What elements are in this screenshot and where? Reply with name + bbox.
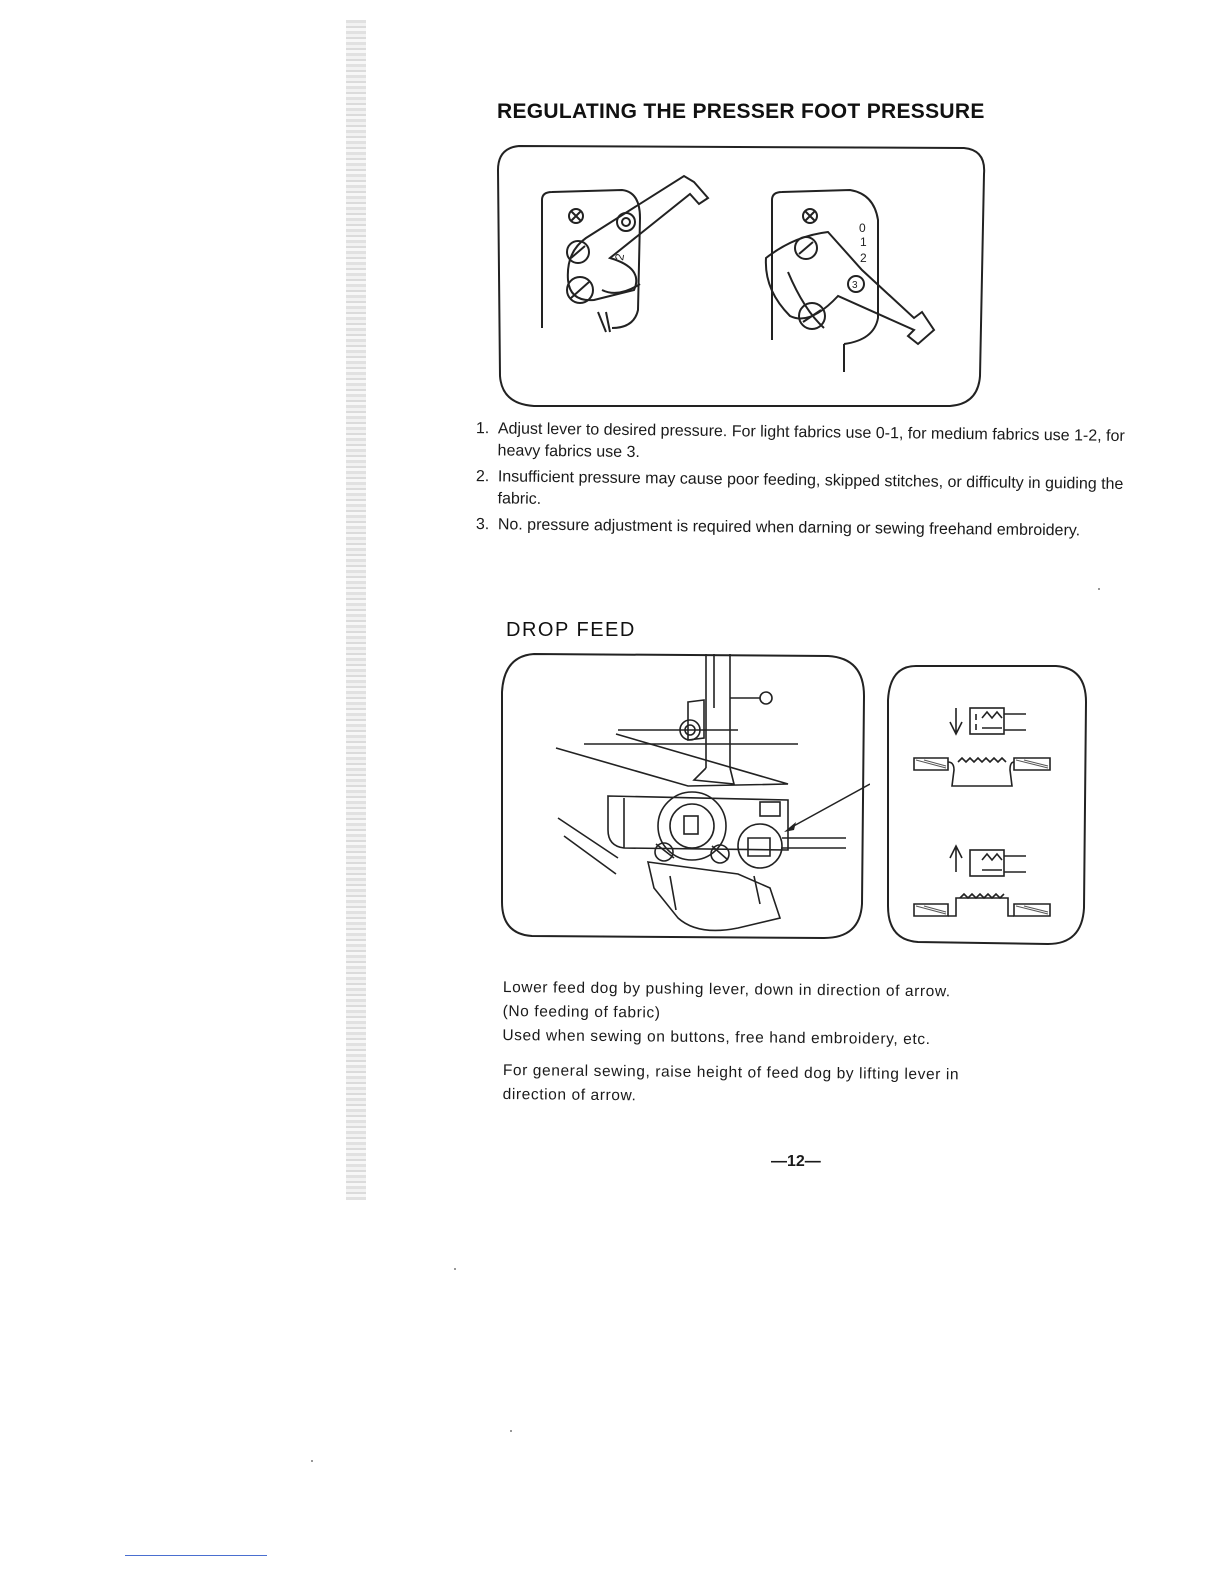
pressure-instructions	[470, 418, 1130, 540]
instruction-item: 3. No. pressure adjustment is required when darning or sewing freehand embroidery.	[475, 516, 1081, 540]
right-scale-0: 0	[859, 221, 866, 235]
scan-speck	[510, 1430, 512, 1432]
right-lever-assembly	[766, 190, 934, 372]
feed-dog-detail	[884, 662, 1090, 948]
presser-foot-heading: REGULATING THE PRESSER FOOT PRESSURE	[497, 100, 985, 123]
scan-underline-mark	[125, 1555, 267, 1556]
left-lever-mark: 2	[612, 252, 628, 262]
drop-feed-pointer-arrow	[784, 822, 796, 832]
instruction-item: 1. Adjust lever to desired pressure. For light fabrics use 0-1, for medium fabrics use 1-2, for heavy fabrics use 3.	[475, 420, 1125, 462]
arrow-up-icon	[950, 846, 962, 872]
left-lever-assembly	[542, 176, 708, 332]
right-scale-1: 1	[860, 235, 867, 249]
right-lever-mark: 3	[852, 280, 858, 291]
instruction-item: 2. Insufficient pressure may cause poor feeding, skipped stitches, or difficulty in guiding the fabric.	[475, 468, 1124, 508]
drop-feed-figure	[498, 648, 870, 944]
arrow-down-icon	[950, 708, 962, 734]
lower-feed-paragraph: Lower feed dog by pushing lever, down in direction of arrow. (No feeding of fabric) Used when sewing on buttons, free hand embroidery, etc.	[502, 978, 951, 1049]
scan-speck	[311, 1460, 313, 1462]
drop-feed-leader-line	[790, 784, 870, 828]
page-number: —12—	[771, 1153, 821, 1170]
scan-speck	[1098, 588, 1100, 590]
drop-feed-heading: DROP FEED	[506, 619, 636, 641]
drop-feed-illustration	[498, 648, 870, 944]
binding-edge	[346, 20, 366, 1200]
presser-foot-figure	[494, 140, 990, 410]
raise-feed-paragraph: For general sewing, raise height of feed dog by lifting lever in direction of arrow.	[502, 1061, 960, 1105]
right-scale-2: 2	[860, 251, 867, 265]
scan-speck	[454, 1268, 456, 1270]
presser-foot-illustration	[494, 140, 990, 410]
feed-dog-detail-figure	[884, 662, 1090, 948]
